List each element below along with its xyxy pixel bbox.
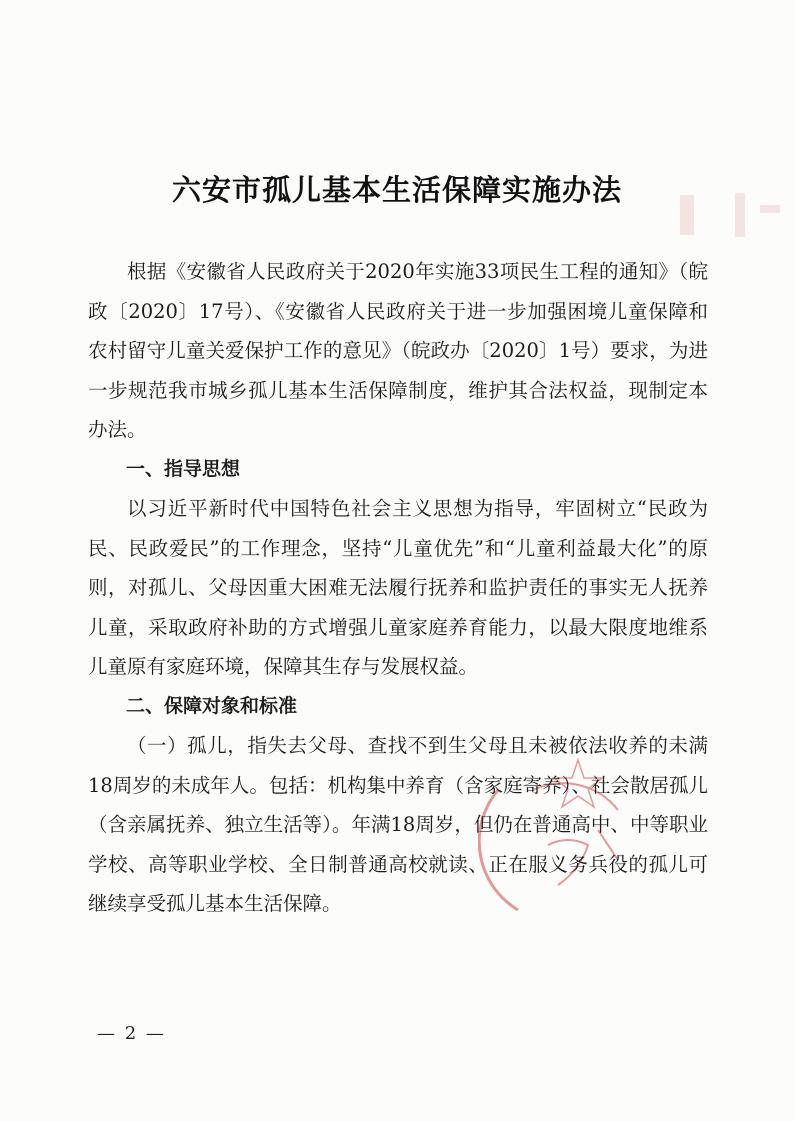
heading-guiding-ideology: 一、指导思想 bbox=[126, 457, 241, 480]
document-body bbox=[88, 252, 708, 924]
paragraph-intro: 根据《安徽省人民政府关于2020年实施33项民生工程的通知》（皖政〔2020〕17号）、《安徽省人民政府关于进一步加强困境儿童保障和农村留守儿童关爱保护工作的意见》（皖政办〔2020〕1号）要求，为进一步规范我市城乡孤儿基本生活保障制度，维护其合法权益，现制定本办法。 bbox=[88, 260, 708, 441]
document-title: 六安市孤儿基本生活保障实施办法 bbox=[171, 173, 622, 207]
paragraph-guiding-ideology: 以习近平新时代中国特色社会主义思想为指导，牢固树立“民政为民、民政爱民”的工作理念，坚持“儿童优先”和“儿童利益最大化”的原则，对孤儿、父母因重大困难无法履行抚养和监护责任的事实无人抚养儿童，采取政府补助的方式增强儿童家庭养育能力，以最大限度地维系儿童原有家庭环境，保障其生存与发展权益。 bbox=[88, 497, 708, 678]
page-number: — 2 — bbox=[97, 1023, 166, 1044]
heading-coverage-and-standards: 二、保障对象和标准 bbox=[126, 694, 298, 717]
paragraph-orphan-definition: （一）孤儿，指失去父母、查找不到生父母且未被依法收养的未满18周岁的未成年人。包括：机构集中养育（含家庭寄养）、社会散居孤儿（含亲属抚养、独立生活等）。年满18周岁，但仍在普通高中、中等职业学校、高等职业学校、全日制普通高校就读、正在服义务兵役的孤儿可继续享受孤儿基本生活保障。 bbox=[88, 734, 708, 915]
